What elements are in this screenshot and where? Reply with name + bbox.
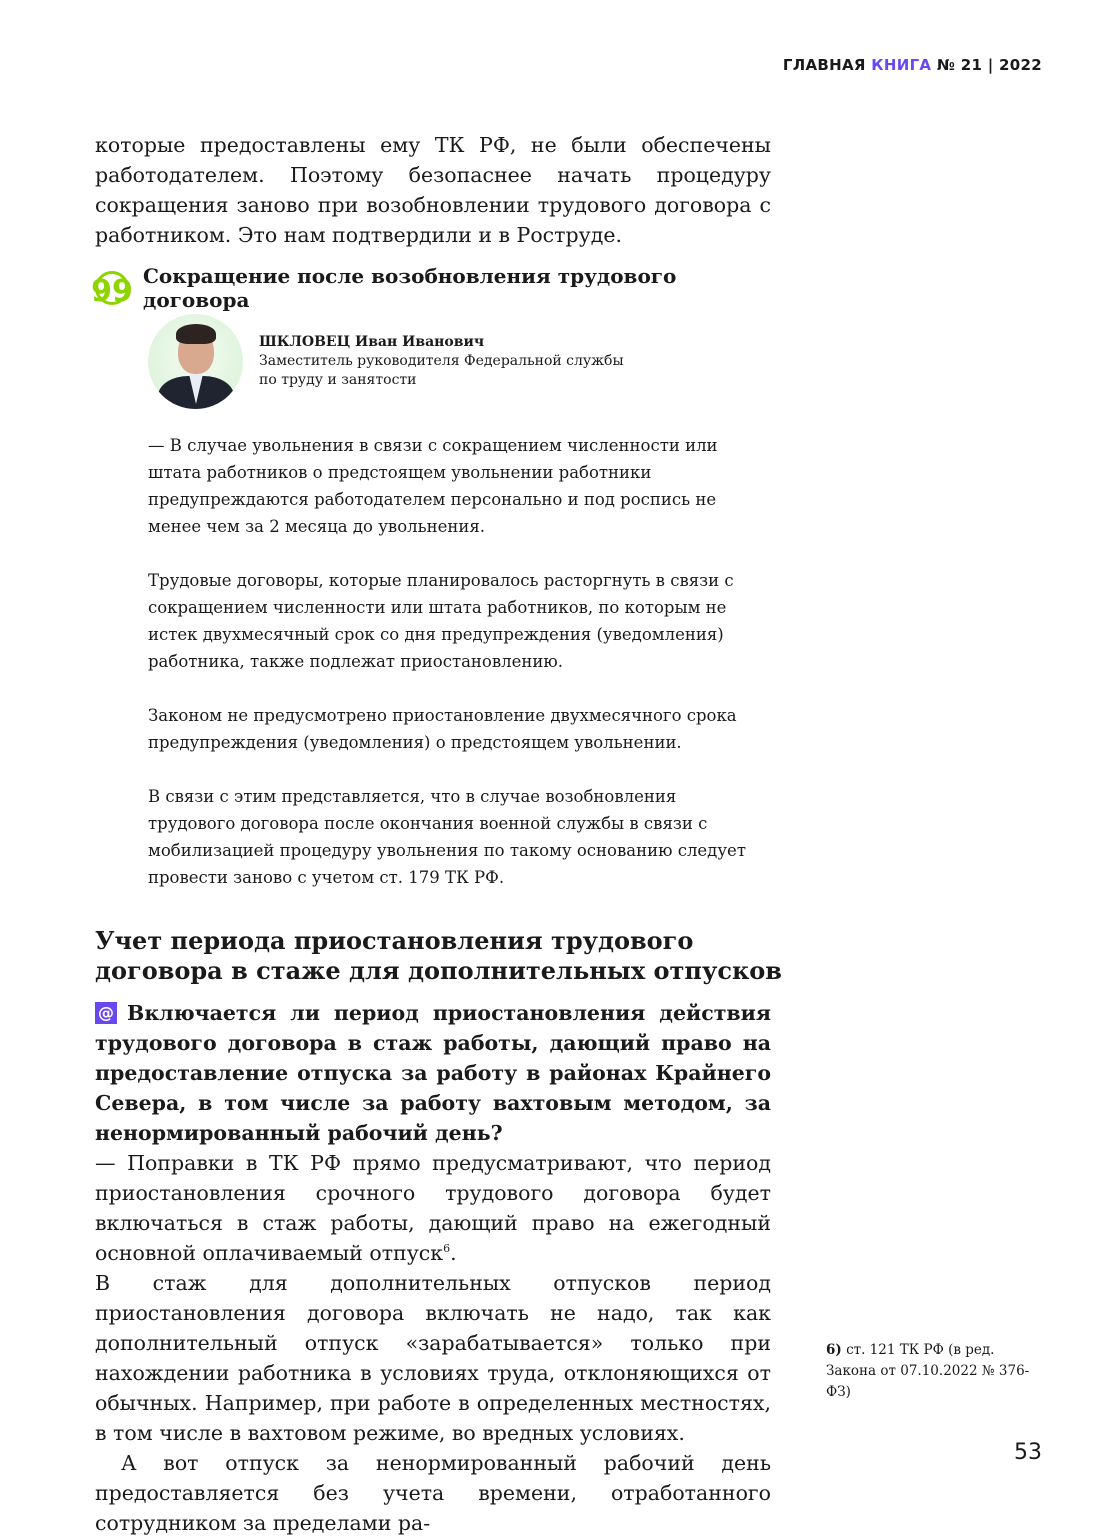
at-sign-icon: @ xyxy=(95,1002,117,1024)
expert-position-line2: по труду и занятости xyxy=(259,372,417,388)
answer-paragraph-1: — Поправки в ТК РФ прямо предусматривают, что период приостановления срочного трудового договора будет включаться в стаж работы, дающий право на ежегодный основной оплачиваемый отпуск$^6$. xyxy=(95,1151,771,1265)
expert-quote-body xyxy=(148,432,768,918)
page-number: 53 xyxy=(1014,1440,1042,1465)
question-text: Включается ли период приостановления действия трудового договора в стаж работы, дающий право на предоставление отпуска за работу в районах Крайнего Севера, в том числе за работу вахтовым методом, за ненормированный рабочий день? xyxy=(95,1001,771,1145)
intro-paragraph-block xyxy=(95,130,771,250)
footnote xyxy=(826,1340,1046,1403)
expert-card xyxy=(148,314,624,409)
quote-icon: 99 xyxy=(95,271,129,305)
brand-name-part1: ГЛАВНАЯ xyxy=(782,56,866,74)
magazine-header xyxy=(783,56,1042,74)
answer-paragraph-2: В стаж для дополнительных отпусков период приостановления договора включать не надо, так как дополнительный отпуск «зарабатывается» только при нахождении работника в условиях труда, отклоняющихся от обычных. Например, при работе в определенных местностях, в том числе в вахтовом режиме, во вредных условиях. xyxy=(95,1271,771,1445)
quote-paragraph-3: Законом не предусмотрено приостановление двухмесячного срока предупреждения (уведомления) о предстоящем увольнении. xyxy=(148,706,737,752)
expert-avatar xyxy=(148,314,243,409)
issue-number: № 21 | 2022 xyxy=(936,56,1042,74)
qa-block xyxy=(95,998,771,1538)
footnote-text: ст. 121 ТК РФ (в ред. Закона от 07.10.2022 № 376-ФЗ) xyxy=(826,1342,1030,1400)
expert-quote-header xyxy=(91,264,785,312)
footnote-number: 6) xyxy=(826,1342,842,1358)
expert-info xyxy=(259,333,624,390)
quote-paragraph-2: Трудовые договоры, которые планировалось расторгнуть в связи с сокращением численности или штата работников, по которым не истек двухмесячный срок со дня предупреждения (уведомления) работника, также подлежат приостановлению. xyxy=(148,571,734,671)
quote-title: Сокращение после возобновления трудового договора xyxy=(143,264,677,312)
expert-name: ШКЛОВЕЦ Иван Иванович xyxy=(259,334,485,350)
quote-paragraph-4: В связи с этим представляется, что в случае возобновления трудового договора после окончания военной службы в связи с мобилизацией процедуру увольнения по такому основанию следует провести заново с учетом ст. 179 ТК РФ. xyxy=(148,787,746,887)
quote-paragraph-1: — В случае увольнения в связи с сокращением численности или штата работников о предстоящем увольнении работники предупреждаются работодателем персонально и под роспись не менее чем за 2 месяца до увольнения. xyxy=(148,436,718,536)
intro-paragraph: которые предоставлены ему ТК РФ, не были обеспечены работодателем. Поэтому безопаснее начать процедуру сокращения заново при возобновлении трудового договора с работником. Это нам подтвердили и в Роструде. xyxy=(95,133,771,247)
brand-name-part2: КНИГА xyxy=(871,56,932,74)
question-paragraph xyxy=(95,998,771,1148)
footnote-reference[interactable]: 6 xyxy=(443,1242,451,1256)
expert-position-line1: Заместитель руководителя Федеральной службы xyxy=(259,353,624,369)
section-heading: Учет периода приостановления трудового договора в стаже для дополнительных отпусков xyxy=(95,926,782,985)
answer-paragraph-3: А вот отпуск за ненормированный рабочий день предоставляется без учета времени, отработанного сотрудником за пределами ра- xyxy=(95,1451,771,1535)
